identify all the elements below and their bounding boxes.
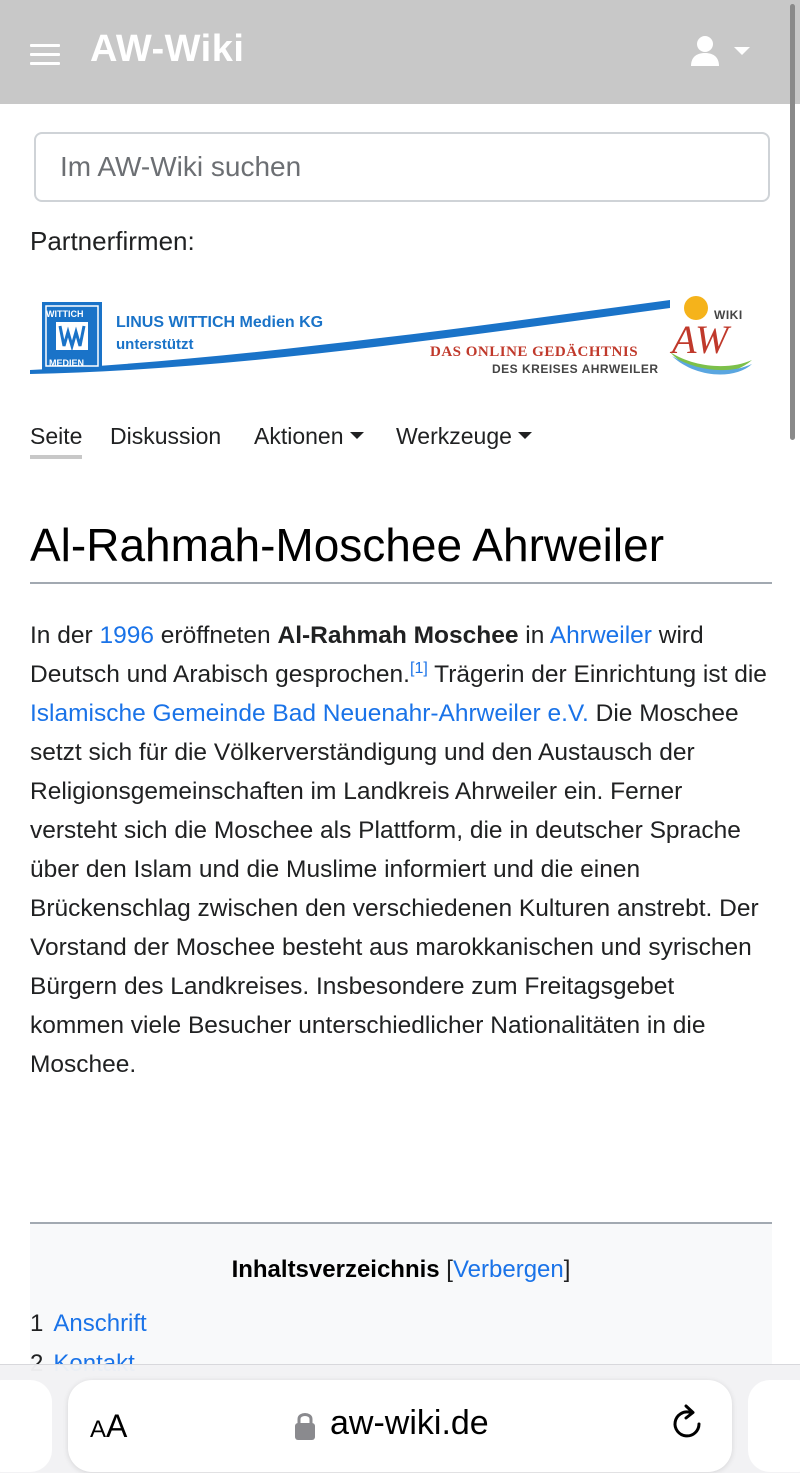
lock-icon — [294, 1410, 316, 1442]
toc-title: Inhaltsverzeichnis — [231, 1256, 440, 1283]
title-divider — [30, 582, 772, 584]
url-text[interactable]: aw-wiki.de — [330, 1404, 489, 1442]
next-tab-preview[interactable] — [748, 1380, 800, 1472]
aw-logo-text: AW — [672, 317, 729, 362]
partner-label: Partnerfirmen: — [30, 226, 195, 256]
top-navbar — [0, 0, 800, 104]
chevron-down-icon — [734, 47, 750, 55]
text-segment: in — [518, 622, 550, 649]
user-icon — [688, 34, 722, 68]
aa-large: A — [106, 1408, 128, 1444]
toc-bracket: [ — [439, 1256, 453, 1283]
tab-diskussion[interactable]: Diskussion — [110, 423, 222, 449]
page-title: Al-Rahmah-Moschee Ahrweiler — [30, 519, 665, 571]
chevron-down-icon — [350, 432, 364, 439]
banner-memory-title: DAS ONLINE GEDÄCHTNIS — [430, 344, 639, 360]
toc-item-link[interactable]: Anschrift — [53, 1310, 147, 1337]
search-input[interactable] — [34, 132, 770, 202]
text-segment: Die Moschee setzt sich für die Völkerverständigung und den Austausch der Religionsgemeinschaften im Landkreis Ahrweiler ein. Ferner versteht sich die Moschee als Plattform, die in deutscher Sprache über den Islam und die Muslime informiert und die einen Brückenschlag zwischen den verschiedenen Kulturen anstrebt. Der Vorstand der Moschee besteht aus marokkanischen und syrischen Bürgern des Landkreises. Insbesondere zum Freitagsgebet kommen viele Besucher unterschiedlicher Nationalitäten in die Moschee. — [30, 700, 759, 1078]
wittich-logo-bottom-text: MEDIEN — [49, 358, 85, 368]
text-segment: wird Deutsch und Arabisch gesprochen. — [30, 622, 704, 688]
article-paragraph — [30, 616, 772, 1084]
aa-small: A — [90, 1416, 107, 1443]
banner-company-name: LINUS WITTICH Medien KG — [116, 314, 324, 331]
toc-item[interactable] — [30, 1310, 147, 1338]
text-segment: In der — [30, 622, 100, 649]
reader-settings-button[interactable] — [90, 1408, 127, 1445]
wittich-logo-top-text: WITTICH — [46, 309, 84, 319]
user-menu-button[interactable] — [688, 34, 758, 70]
tab-aktionen-label: Aktionen — [254, 423, 344, 449]
bold-mosque-name: Al-Rahmah Moschee — [277, 622, 519, 649]
toc-toggle-link[interactable]: Verbergen — [452, 1256, 564, 1283]
tab-seite[interactable]: Seite — [30, 423, 83, 449]
toc-item-number: 1 — [30, 1310, 44, 1337]
site-brand[interactable]: AW-Wiki — [90, 28, 245, 70]
aw-logo-wiki-text: WIKI — [714, 308, 743, 322]
reload-icon[interactable] — [668, 1404, 708, 1444]
reference-link[interactable]: [1] — [410, 660, 428, 677]
toc-bracket: ] — [563, 1256, 571, 1283]
toc-header — [30, 1256, 772, 1284]
scrollbar[interactable] — [790, 4, 795, 440]
text-segment: eröffneten — [153, 622, 278, 649]
banner-memory-subtitle: DES KREISES AHRWEILER — [492, 362, 659, 376]
text-segment: Trägerin der Einrichtung ist die — [427, 661, 767, 688]
hamburger-menu-icon[interactable] — [30, 44, 60, 68]
banner-supports-text: unterstützt — [116, 336, 194, 353]
previous-tab-preview[interactable] — [0, 1380, 52, 1472]
tab-werkzeuge[interactable] — [396, 423, 532, 450]
chevron-down-icon — [518, 432, 532, 439]
link-1996[interactable]: 1996 — [99, 622, 154, 649]
tab-aktionen[interactable] — [254, 423, 364, 450]
link-islamische-gemeinde[interactable]: Islamische Gemeinde Bad Neuenahr-Ahrweiler e.V. — [30, 700, 589, 727]
tab-werkzeuge-label: Werkzeuge — [396, 423, 512, 449]
link-ahrweiler[interactable]: Ahrweiler — [549, 622, 652, 649]
